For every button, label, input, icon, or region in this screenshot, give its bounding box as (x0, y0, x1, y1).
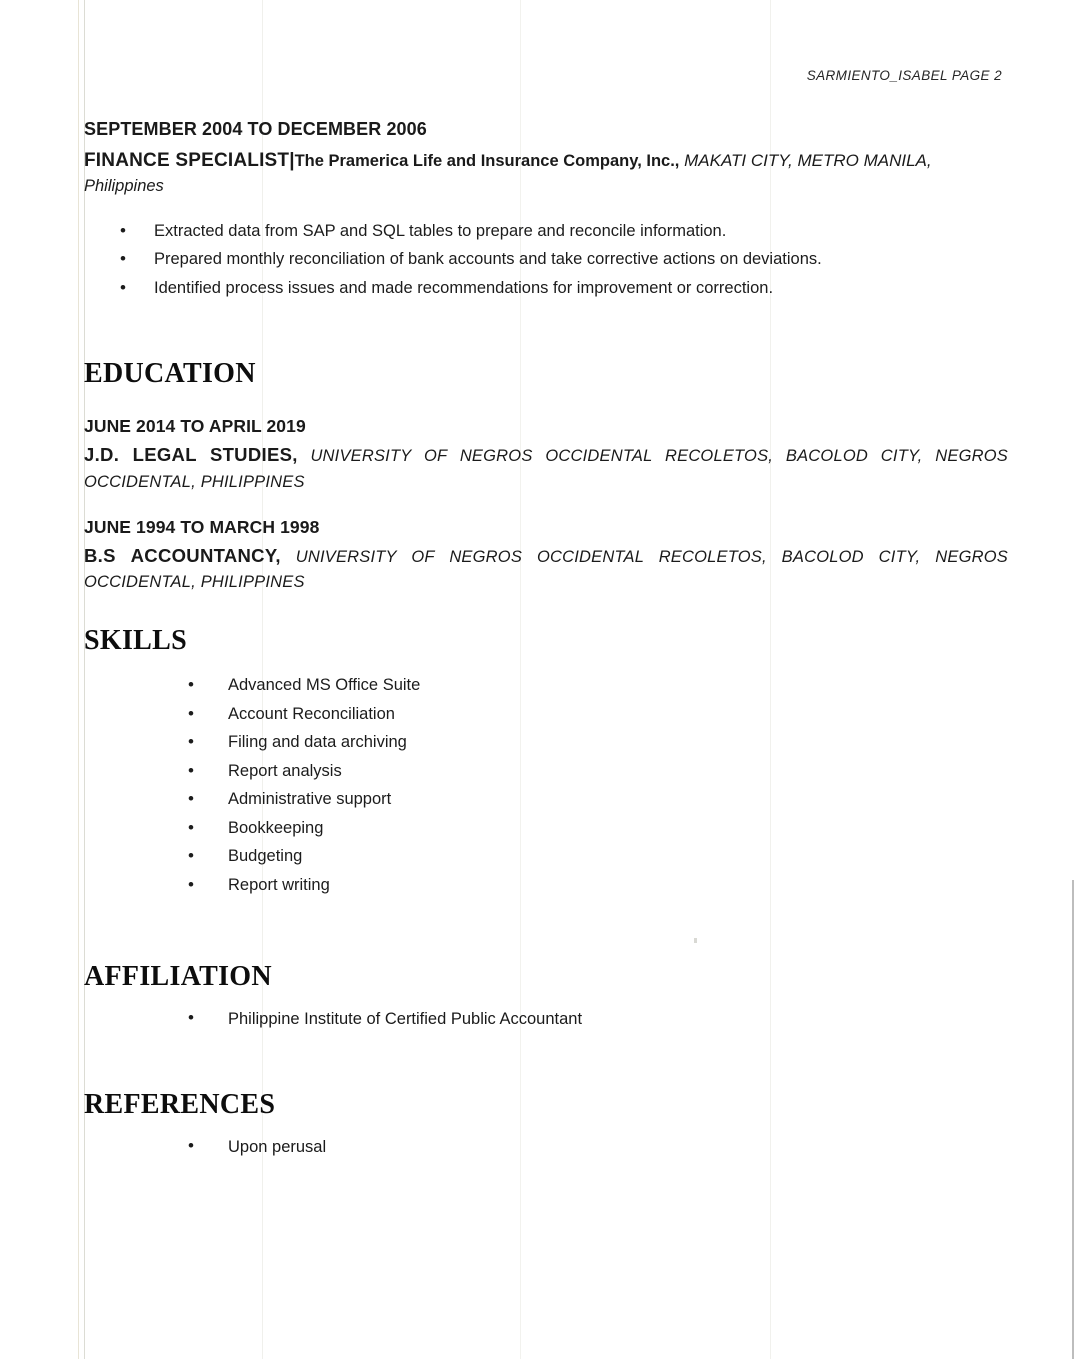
list-item: • Administrative support (84, 785, 1008, 814)
experience-company: The Pramerica Life and Insurance Company, Inc., (294, 151, 680, 170)
section-heading-education: EDUCATION (84, 358, 256, 390)
list-item: • Advanced MS Office Suite (84, 671, 1008, 700)
education-detail (84, 441, 1008, 495)
list-item: • Budgeting (84, 842, 1008, 871)
spacer (84, 302, 1008, 358)
page-header-label: SARMIENTO_ISABEL PAGE 2 (806, 68, 1002, 83)
experience-job-title: FINANCE SPECIALIST (84, 149, 290, 171)
education-detail (84, 542, 1008, 596)
list-item: • Upon perusal (84, 1133, 1008, 1161)
experience-dates: SEPTEMBER 2004 TO DECEMBER 2006 (84, 119, 427, 139)
experience-separator: | (289, 149, 295, 171)
page-edge-shadow-right (1072, 880, 1074, 1359)
spacer (84, 899, 1008, 961)
section-heading-references: REFERENCES (84, 1089, 276, 1121)
list-item: • Philippine Institute of Certified Public Accountant (84, 1005, 1008, 1033)
list-item: • Prepared monthly reconciliation of bank accounts and take corrective actions on deviations. (84, 245, 1008, 273)
affiliation-list (84, 1005, 1008, 1033)
spacer (84, 1033, 1008, 1089)
list-item: • Report analysis (84, 757, 1008, 786)
experience-entry (84, 118, 1008, 302)
education-school: UNIVERSITY OF NEGROS OCCIDENTAL RECOLETOS, BACOLOD CITY, NEGROS OCCIDENTAL, PHILIPPINES (84, 447, 1008, 491)
references-list (84, 1133, 1008, 1161)
education-entry (84, 517, 1008, 596)
list-item: • Bookkeeping (84, 814, 1008, 843)
skills-list (84, 671, 1008, 899)
education-degree: J.D. LEGAL STUDIES, (84, 444, 298, 466)
spacer (84, 595, 1008, 625)
spacer (84, 495, 1008, 517)
list-item: • Account Reconciliation (84, 700, 1008, 729)
page-margin-line-left (78, 0, 79, 1359)
list-item: • Filing and data archiving (84, 728, 1008, 757)
experience-headline (84, 147, 1008, 199)
experience-bullet-list (84, 217, 1008, 302)
list-item: • Report writing (84, 871, 1008, 900)
education-degree: B.S ACCOUNTANCY, (84, 544, 281, 566)
education-entry (84, 416, 1008, 495)
list-item: • Identified process issues and made recommendations for improvement or correction. (84, 274, 1008, 302)
education-dates: JUNE 1994 TO MARCH 1998 (84, 516, 320, 537)
experience-location-second-line: Philippines (84, 177, 164, 196)
list-item: • Extracted data from SAP and SQL tables to prepare and reconcile information. (84, 217, 1008, 245)
document-body (84, 118, 1008, 1161)
experience-location: MAKATI CITY, METRO MANILA, (684, 150, 932, 170)
section-heading-skills: SKILLS (84, 625, 187, 657)
section-heading-affiliation: AFFILIATION (84, 961, 272, 993)
education-school: UNIVERSITY OF NEGROS OCCIDENTAL RECOLETOS, BACOLOD CITY, NEGROS OCCIDENTAL, PHILIPPINES (84, 547, 1008, 592)
education-dates: JUNE 2014 TO APRIL 2019 (84, 416, 306, 437)
spacer (84, 390, 1008, 416)
